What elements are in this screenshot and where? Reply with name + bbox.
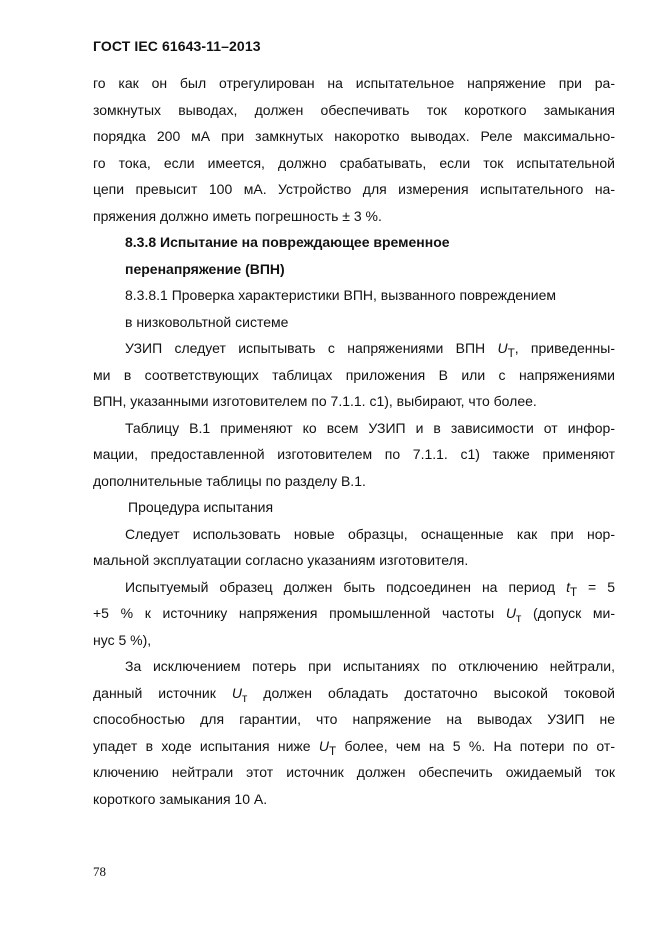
text-line: порядка 200 мА при замкнутых накоротко выводах. Реле максимально- [93,128,615,144]
text-line: +5 % к источнику напряжения промышленной частоты $U_т$ (допуск ми- [93,605,615,625]
text-line: способностью для гарантии, что напряжение на выводах УЗИП не [93,711,615,727]
text-line: ми в соответствующих таблицах приложения В или с напряжениями [93,366,615,383]
section-heading: 8.3.8 Испытание на повреждающее временное [125,234,450,250]
text-line: цепи превысит 100 мА. Устройство для измерения испытательного на- [93,181,615,197]
text-line: ключению нейтрали этот источник должен обеспечить ожидаемый ток [93,764,615,780]
subsection-heading-cont: в низковольтной системе [125,313,289,330]
text-line: дополнительные таблицы по разделу В.1. [93,472,366,489]
document-body [93,70,615,812]
text-line: зомкнутых выводах, должен обеспечивать ток короткого замыкания [93,101,615,118]
text-line: пряжения должно иметь погрешность ± 3 %. [93,207,382,224]
text-line: го как он был отрегулирован на испытательное напряжение при ра- [93,75,615,91]
text-line: короткого замыкания 10 А. [93,790,268,807]
document-header: ГОСТ IEC 61643-11–2013 [93,38,261,54]
text-line: нус 5 %), [93,631,152,648]
text-line: данный источник $U_т$ должен обладать достаточно высокой токовой [93,684,615,705]
text-line: упадет в ходе испытания ниже $U_Т$ более, чем на 5 %. На потери по от- [93,737,615,758]
text-line: ВПН, указанными изготовителем по 7.1.1. с1), выбирают, что более. [93,393,537,409]
procedure-heading: Процедура испытания [128,499,274,515]
text-line: мации, предоставленной изготовителем по 7.1.1. с1) также применяют [93,446,615,462]
text-line: Таблицу В.1 применяют ко всем УЗИП и в зависимости от инфор- [125,419,615,436]
text-line: За исключением потерь при испытаниях по отключению нейтрали, [125,658,615,674]
text-line: мальной эксплуатации согласно указаниям изготовителя. [93,552,469,568]
page-number: 78 [93,864,106,879]
text-line: Следует использовать новые образцы, оснащенные как при нор- [125,525,615,542]
section-heading-cont: перенапряжение (ВПН) [125,260,285,277]
text-line: Испытуемый образец должен быть подсоединен на период $t_Т = 5$ [125,578,615,599]
text-line: го тока, если имеется, должно срабатывать, если ток испытательной [93,154,615,171]
text-line: УЗИП следует испытывать с напряжениями ВПН $U_Т$, приведенны- [125,340,615,360]
subsection-heading: 8.3.8.1 Проверка характеристики ВПН, вызванного повреждением [125,287,556,303]
